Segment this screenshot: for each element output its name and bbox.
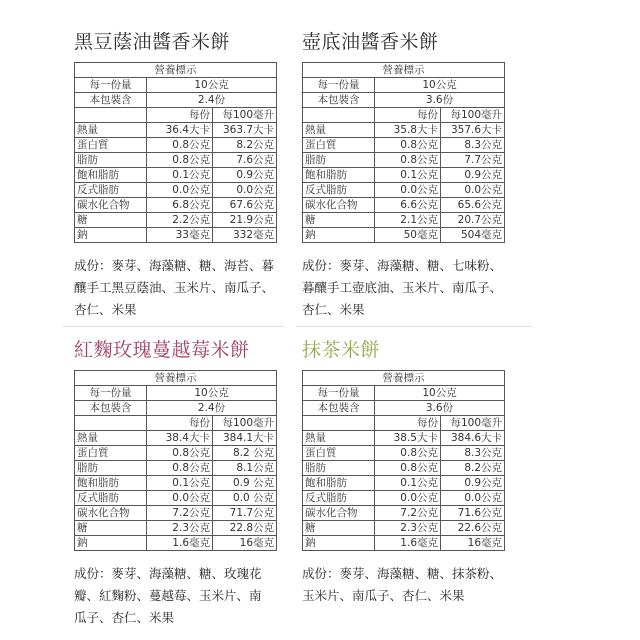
nutrient-per-serving: 0.8公克 [375,153,441,168]
nutrient-per-serving: 6.8公克 [147,198,213,213]
nutrient-label: 碳水化合物 [75,506,147,521]
column-header-blank [303,416,375,431]
serving-size-value: 10公克 [375,78,505,93]
nutrient-label: 飽和脂肪 [75,168,147,183]
nutrient-per-100: 0.9 公克 [213,476,277,491]
table-row [75,506,277,521]
table-row [303,506,505,521]
nutrient-label: 糖 [75,521,147,536]
servings-value: 2.4份 [147,401,277,416]
nutrient-per-100: 384.6大卡 [441,431,505,446]
servings-label: 本包裝含 [303,401,375,416]
table-row [75,476,277,491]
nutrient-label: 脂肪 [75,461,147,476]
nutrient-per-100: 0.0 公克 [213,491,277,506]
nutrient-label: 飽和脂肪 [75,476,147,491]
ingredients-line: 杏仁、米果 [302,302,365,317]
table-row [75,138,277,153]
serving-size-row [75,78,277,93]
nutrient-per-100: 8.2 公克 [213,446,277,461]
nutrition-header: 營養標示 [75,371,277,386]
nutrient-per-serving: 2.3公克 [147,521,213,536]
nutrient-per-serving: 0.8公克 [147,153,213,168]
ingredients-line: 杏仁、米果 [74,302,137,317]
section-divider-left [62,326,284,327]
serving-size-label: 每一份量 [303,386,375,401]
table-row [75,228,277,243]
serving-size-value: 10公克 [147,78,277,93]
nutrient-label: 反式脂肪 [75,183,147,198]
nutrient-per-100: 0.0公克 [441,491,505,506]
servings-row [75,401,277,416]
column-header-per-serving: 每份 [375,108,441,123]
serving-size-label: 每一份量 [75,386,147,401]
table-row [75,536,277,551]
nutrient-per-serving: 0.0公克 [375,183,441,198]
table-row [75,198,277,213]
nutrient-label: 熱量 [75,431,147,446]
product-panel-matcha [302,338,512,607]
nutrition-header: 營養標示 [75,63,277,78]
nutrient-per-100: 504毫克 [441,228,505,243]
ingredients-line: 瓣、紅麴粉、蔓越莓、玉米片、南 [74,588,262,603]
nutrient-per-serving: 0.0公克 [375,491,441,506]
column-header-per-100: 每100毫升 [213,416,277,431]
ingredients [302,563,514,607]
nutrient-per-serving: 35.8大卡 [375,123,441,138]
nutrient-per-serving: 0.1公克 [375,168,441,183]
table-row [303,153,505,168]
nutrition-header: 營養標示 [303,371,505,386]
nutrient-per-100: 22.6公克 [441,521,505,536]
table-header-row [75,63,277,78]
nutrient-per-serving: 50毫克 [375,228,441,243]
nutrient-per-100: 0.9公克 [213,168,277,183]
table-header-row [75,371,277,386]
nutrient-label: 熱量 [303,431,375,446]
table-row [75,461,277,476]
nutrient-per-serving: 2.1公克 [375,213,441,228]
nutrient-per-serving: 0.1公克 [375,476,441,491]
nutrient-per-serving: 0.8公克 [375,446,441,461]
ingredients [74,563,286,629]
nutrient-label: 鈉 [303,228,375,243]
nutrient-per-serving: 0.1公克 [147,168,213,183]
nutrient-per-100: 8.3公克 [441,138,505,153]
table-row [75,491,277,506]
table-row [303,183,505,198]
nutrient-per-serving: 38.4大卡 [147,431,213,446]
table-row [303,138,505,153]
table-row [303,431,505,446]
table-header-row [303,371,505,386]
column-header-row [303,416,505,431]
ingredients-line: 成份：麥芽、海藻糖、糖、抹茶粉、 [302,566,503,581]
servings-row [303,401,505,416]
serving-size-row [75,386,277,401]
serving-size-value: 10公克 [147,386,277,401]
nutrient-label: 糖 [303,521,375,536]
nutrient-per-serving: 0.8公克 [147,446,213,461]
nutrient-label: 蛋白質 [75,446,147,461]
servings-label: 本包裝含 [75,401,147,416]
nutrient-per-100: 71.7公克 [213,506,277,521]
nutrient-per-100: 16毫克 [213,536,277,551]
nutrient-per-100: 7.6公克 [213,153,277,168]
servings-value: 2.4份 [147,93,277,108]
product-title: 黑豆蔭油醬香米餅 [74,31,231,53]
nutrient-label: 糖 [75,213,147,228]
servings-row [303,93,505,108]
nutrient-per-serving: 36.4大卡 [147,123,213,138]
nutrient-label: 脂肪 [75,153,147,168]
nutrient-per-serving: 2.3公克 [375,521,441,536]
nutrient-label: 碳水化合物 [75,198,147,213]
nutrition-header: 營養標示 [303,63,505,78]
nutrition-table [74,62,277,243]
column-header-row [303,108,505,123]
section-divider-right [296,326,532,327]
nutrient-per-100: 22.8公克 [213,521,277,536]
table-row [303,446,505,461]
table-row [75,153,277,168]
table-row [303,491,505,506]
column-header-per-100: 每100毫升 [441,108,505,123]
nutrient-per-serving: 0.0公克 [147,183,213,198]
column-header-blank [303,108,375,123]
column-header-blank [75,416,147,431]
ingredients-line: 成份：麥芽、海藻糖、糖、海苔、暮 [74,258,275,273]
nutrient-per-100: 0.0公克 [441,183,505,198]
nutrient-per-serving: 0.1公克 [147,476,213,491]
nutrient-per-serving: 1.6毫克 [375,536,441,551]
nutrient-per-100: 0.9公克 [441,476,505,491]
nutrient-per-100: 20.7公克 [441,213,505,228]
column-header-per-serving: 每份 [147,416,213,431]
nutrient-label: 脂肪 [303,461,375,476]
ingredients-line: 釀手工黑豆蔭油、玉米片、南瓜子、 [74,280,275,295]
servings-value: 3.6份 [375,93,505,108]
nutrient-per-serving: 0.8公克 [147,138,213,153]
table-row [303,536,505,551]
nutrient-label: 鈉 [75,536,147,551]
nutrient-per-100: 16毫克 [441,536,505,551]
ingredients [74,255,286,321]
nutrient-per-serving: 7.2公克 [147,506,213,521]
nutrient-per-100: 8.2公克 [213,138,277,153]
serving-size-row [303,78,505,93]
nutrient-per-serving: 0.8公克 [375,138,441,153]
ingredients-line: 成份：麥芽、海藻糖、糖、七味粉、 [302,258,503,273]
table-row [303,521,505,536]
nutrition-table [74,370,277,551]
product-panel-black-bean [74,30,284,321]
nutrient-per-serving: 2.2公克 [147,213,213,228]
nutrient-per-serving: 7.2公克 [375,506,441,521]
nutrient-per-100: 0.0公克 [213,183,277,198]
nutrient-label: 反式脂肪 [75,491,147,506]
table-row [75,521,277,536]
ingredients-line: 瓜子、杏仁、米果 [74,610,175,625]
nutrient-label: 反式脂肪 [303,183,375,198]
table-row [303,213,505,228]
table-row [75,431,277,446]
table-row [75,168,277,183]
table-row [75,183,277,198]
nutrient-label: 熱量 [75,123,147,138]
nutrient-label: 鈉 [75,228,147,243]
nutrient-per-serving: 6.6公克 [375,198,441,213]
table-row [303,168,505,183]
servings-label: 本包裝含 [303,93,375,108]
nutrient-per-100: 384.1大卡 [213,431,277,446]
nutrient-label: 糖 [303,213,375,228]
nutrient-per-serving: 38.5大卡 [375,431,441,446]
nutrient-per-serving: 1.6毫克 [147,536,213,551]
serving-size-label: 每一份量 [303,78,375,93]
nutrient-label: 反式脂肪 [303,491,375,506]
table-row [75,446,277,461]
nutrient-label: 飽和脂肪 [303,168,375,183]
product-title: 紅麴玫瑰蔓越莓米餅 [74,339,250,361]
column-header-per-100: 每100毫升 [441,416,505,431]
nutrient-per-100: 363.7大卡 [213,123,277,138]
nutrient-label: 蛋白質 [75,138,147,153]
product-title: 壺底油醬香米餅 [302,31,439,53]
column-header-row [75,108,277,123]
product-panel-red-yeast-rose [74,338,284,629]
column-header-per-100: 每100毫升 [213,108,277,123]
nutrient-per-100: 8.2公克 [441,461,505,476]
column-header-blank [75,108,147,123]
table-row [303,476,505,491]
table-header-row [303,63,505,78]
table-row [303,461,505,476]
nutrient-per-100: 71.6公克 [441,506,505,521]
nutrient-per-100: 0.9公克 [441,168,505,183]
nutrient-per-serving: 0.0公克 [147,491,213,506]
nutrient-label: 碳水化合物 [303,506,375,521]
nutrient-label: 飽和脂肪 [303,476,375,491]
column-header-per-serving: 每份 [147,108,213,123]
nutrient-per-serving: 0.8公克 [375,461,441,476]
table-row [303,123,505,138]
table-row [75,213,277,228]
table-row [303,198,505,213]
nutrient-per-100: 65.6公克 [441,198,505,213]
serving-size-row [303,386,505,401]
serving-size-value: 10公克 [375,386,505,401]
nutrient-per-serving: 0.8公克 [147,461,213,476]
nutrient-per-100: 67.6公克 [213,198,277,213]
nutrient-label: 碳水化合物 [303,198,375,213]
ingredients-line: 玉米片、南瓜子、杏仁、米果 [302,588,465,603]
servings-value: 3.6份 [375,401,505,416]
column-header-per-serving: 每份 [375,416,441,431]
servings-row [75,93,277,108]
nutrient-per-100: 332毫克 [213,228,277,243]
nutrient-label: 蛋白質 [303,446,375,461]
nutrient-label: 鈉 [303,536,375,551]
nutrient-per-100: 7.7公克 [441,153,505,168]
nutrition-table [302,370,505,551]
nutrient-per-100: 21.9公克 [213,213,277,228]
serving-size-label: 每一份量 [75,78,147,93]
nutrient-per-serving: 33毫克 [147,228,213,243]
nutrient-label: 熱量 [303,123,375,138]
table-row [303,228,505,243]
nutrient-per-100: 8.1公克 [213,461,277,476]
nutrient-label: 蛋白質 [303,138,375,153]
product-panel-pot-bottom-soy [302,30,512,321]
nutrient-per-100: 357.6大卡 [441,123,505,138]
nutrition-table [302,62,505,243]
ingredients-line: 暮釀手工壺底油、玉米片、南瓜子、 [302,280,503,295]
column-header-row [75,416,277,431]
servings-label: 本包裝含 [75,93,147,108]
nutrient-per-100: 8.3公克 [441,446,505,461]
table-row [75,123,277,138]
ingredients-line: 成份：麥芽、海藻糖、糖、玫瑰花 [74,566,262,581]
nutrient-label: 脂肪 [303,153,375,168]
ingredients [302,255,514,321]
product-title: 抹茶米餅 [302,339,381,361]
